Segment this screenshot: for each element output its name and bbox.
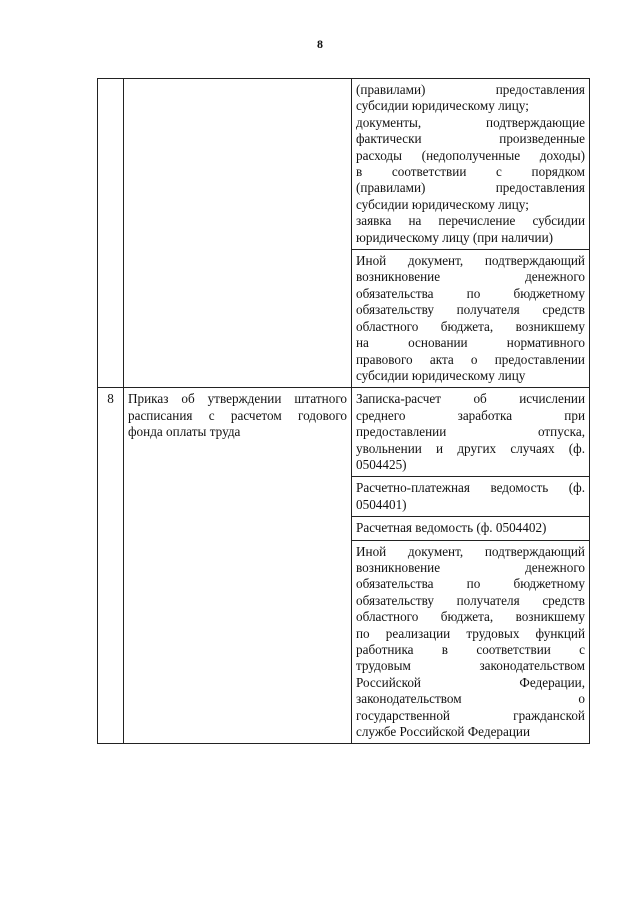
text-line: расходы (недополученные доходы) <box>356 147 585 163</box>
row-number-cell: 8 <box>98 388 124 744</box>
text-line: возникновение денежного <box>356 559 585 575</box>
text-line: обязательству получателя средств <box>356 302 585 318</box>
text-line: предоставлении отпуска, <box>356 424 585 440</box>
text-line: возникновение денежного <box>356 269 585 285</box>
text-line: расписания с расчетом годового <box>128 407 347 423</box>
text-line: фонда оплаты труда <box>128 424 241 440</box>
page-number: 8 <box>317 37 323 51</box>
document-cell <box>352 79 590 250</box>
text-line: 0504425) <box>356 456 407 472</box>
text-line: 0504401) <box>356 496 407 512</box>
text-line: по реализации трудовых функций <box>356 625 585 641</box>
text-line: заявка на перечисление субсидии <box>356 213 585 229</box>
text-line: (правилами) предоставления <box>356 180 585 196</box>
text-line: областного бюджета, возникшему <box>356 318 585 334</box>
text-line: Расчетная ведомость (ф. 0504402) <box>356 520 547 536</box>
text-line: обязательства по бюджетному <box>356 576 585 592</box>
document-table <box>97 78 590 744</box>
text-line: документы, подтверждающие <box>356 114 585 130</box>
basis-cell <box>124 388 352 744</box>
text-line: службе Российской Федерации <box>356 724 531 740</box>
text-line: трудовым законодательством <box>356 658 585 674</box>
text-line: Записка-расчет об исчислении <box>356 391 585 407</box>
text-line: правового акта о предоставлении <box>356 351 585 367</box>
text-line: работника в соответствии с <box>356 642 585 657</box>
document-cell <box>352 250 590 388</box>
text-line: субсидии юридическому лицу; <box>356 196 529 212</box>
document-cell <box>352 388 590 477</box>
table-row <box>98 388 590 477</box>
text-line: Российской Федерации, <box>356 674 585 690</box>
document-cell <box>352 477 590 517</box>
text-line: Приказ об утверждении штатного <box>128 391 347 407</box>
text-line: государственной гражданской <box>356 707 585 723</box>
text-line: областного бюджета, возникшему <box>356 609 585 625</box>
document-cell <box>352 517 590 540</box>
text-line: Иной документ, подтверждающий <box>356 543 585 559</box>
text-line: фактически произведенные <box>356 131 585 147</box>
text-line: субсидии юридическому лицу <box>356 367 526 383</box>
table-row <box>98 79 590 250</box>
text-line: законодательством о <box>356 691 585 707</box>
basis-cell <box>124 79 352 388</box>
text-line: юридическому лицу (при наличии) <box>356 229 554 245</box>
text-line: среднего заработка при <box>356 407 585 423</box>
document-cell <box>352 540 590 744</box>
text-line: увольнении и других случаях (ф. <box>356 440 585 456</box>
text-line: обязательству получателя средств <box>356 592 585 608</box>
text-line: (правилами) предоставления <box>356 82 585 97</box>
text-line: Расчетно-платежная ведомость (ф. <box>356 480 585 496</box>
text-line: на основании нормативного <box>356 335 585 351</box>
text-line: Иной документ, подтверждающий <box>356 253 585 269</box>
text-line: субсидии юридическому лицу; <box>356 98 529 114</box>
row-number-cell <box>98 79 124 388</box>
text-line: в соответствии с порядком <box>356 164 585 180</box>
text-line: обязательства по бюджетному <box>356 285 585 301</box>
